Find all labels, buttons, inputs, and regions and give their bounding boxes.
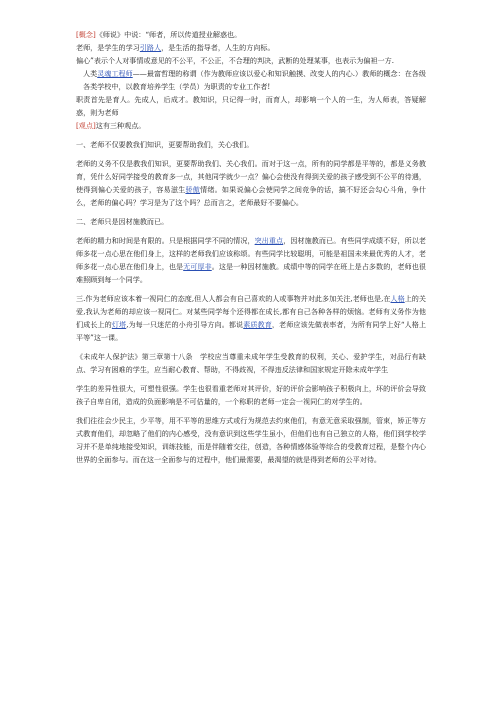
viewpoint-three-paragraph: [76, 292, 426, 344]
link-blameless[interactable]: 无可厚非: [183, 262, 212, 271]
text-span: ，是生活的指导者，人生的方向标。: [161, 43, 275, 52]
soul-engineer-paragraph: [76, 67, 426, 93]
text-span: 老师的精力和时间是有限的。只是根据同学不同的情况，: [76, 236, 255, 245]
text-span: ,为每一只迷茫的小舟引导方向。都说: [126, 320, 244, 329]
law-paragraph: 《未成年人保护法》第三章第十八条 学校应当尊重未成年学生受教育的权利，关心、爱护学生，对品行有缺点、学习有困难的学生，应当耐心教育、帮助，不得歧视，不得违反法律和国家规定开除未成年学生: [76, 352, 426, 374]
bias-definition-paragraph: 偏心”表示个人对事情或意见的不公平，不公正，不合理的判决，武断的处理某事，也表示为偏袒一方.: [76, 56, 395, 65]
link-highlight[interactable]: 突出重点: [254, 236, 284, 245]
viewpoint-two-paragraph: [76, 234, 426, 286]
teacher-definition-paragraph: [76, 41, 426, 54]
viewpoint-tag: [观点]: [76, 121, 96, 130]
concept-paragraph: [76, 28, 426, 41]
viewpoint-paragraph: [76, 119, 426, 132]
text-span: 老师，是学生的学习: [76, 43, 140, 52]
student-difference-paragraph: 学生的差异性很大，可塑性很强。学生也很看重老师对其评价，好的评价会影响孩子积极向上，坏的评价会导致孩子自卑自闭，造成的负面影响是不可估量的，一个称职的老师一定会一视同仁的对学生的。: [76, 384, 426, 406]
text-span: 三.作为老师应该本着一视同仁的态度,但人人都会有自己喜欢的人或事物并对此多加关注,老师也是,在: [76, 294, 391, 303]
duty-paragraph: 职责首先是育人。先成人，后成才。教知识，只记得一时，而育人，却影响一个人的一生，为人师表，答疑解惑，则为老师: [76, 95, 426, 117]
text-span: 上的关爱,我认为老师的却应该一视同仁。对某些同学每个还得都在成长,都有自己各种各样的烦恼。老师有义务作为他们成长上的: [76, 294, 427, 329]
text-span: ，老师应该先做表率者，为所有同学上好“人格上平等”这一课。: [76, 320, 427, 342]
viewpoint-one-paragraph: [76, 157, 426, 209]
link-personality[interactable]: 人格: [390, 294, 405, 303]
link-guide[interactable]: 引路人: [139, 43, 162, 52]
text-span: 老师的义务不仅是教我们知识，更要帮助我们、关心我们。而对于这一点，所有的同学都是平等的，都是义务教育，凭什么好同学接受的教育多一点，其他同学就少一点？偏心会使没有得到关爱的孩子感受到不公平的待遇，使得到偏心关爱的孩子，容易滋生: [76, 159, 426, 194]
link-lighthouse[interactable]: 灯塔: [111, 320, 127, 329]
text-span: ——最富哲理的称谓（作为教师应该以爱心和知识触摸、改变人的内心.）教师的概念：在各级各类学校中，以教育培养学生（学员）为职责的专业工作者!: [83, 69, 426, 91]
fairness-paragraph: 我们往往会少民主，少平等，用不平等的思维方式或行为规范去约束他们，有意无意采取强制，管束，矫正等方式教育他们，却忽略了他们的内心感受，没有意识到这些学生虽小，但他们也有自己独立的人格，他们到学校学习并不是单纯地接受知识，训练技能，而是伴随着交往，创造，各种情感体验等综合的受教育过程，是整个内心世界的全面参与。而在这一全面参与的过程中，他们最需要，最渴望的就是得到老师的公平对待。: [76, 416, 426, 464]
document-body: [76, 28, 426, 466]
heading-one: 一、老师不仅要教我们知识，更要帮助我们，关心我们。: [76, 140, 254, 149]
concept-text: 《师说》中说：“师者，所以传道授业解惑也。: [95, 30, 242, 39]
link-quality-education[interactable]: 素质教育: [243, 320, 272, 329]
link-pride[interactable]: 骄傲: [185, 185, 201, 194]
text-span: 人类: [83, 69, 98, 78]
text-span: 情绪。如果说偏心会使同学之间竞争的话，搞不好还会勾心斗角，争什么，老师的偏心吗？学习是为了这个吗？总而言之，老师最好不要偏心。: [76, 185, 426, 207]
text-span: ，因材施教而已。有些同学成绩不好，所以老师多花一点心思在他们身上，这样的老师我们应该称颂。有些同学比较聪明，可能是祖国未来最优秀的人才，老师多花一点心思在他们身上，也是: [76, 236, 427, 271]
concept-tag: [概念]: [76, 30, 96, 39]
link-soul-engineer[interactable]: 灵魂工程师: [97, 69, 133, 78]
heading-two: 二、老师只是因材施教而已。: [76, 217, 169, 226]
text-span: 。这是一种因材施教。成绩中等的同学在班上是占多数的，老师也很难照顾到每一个同学。: [76, 262, 427, 284]
viewpoint-text: 这有三种观点。: [95, 121, 146, 130]
